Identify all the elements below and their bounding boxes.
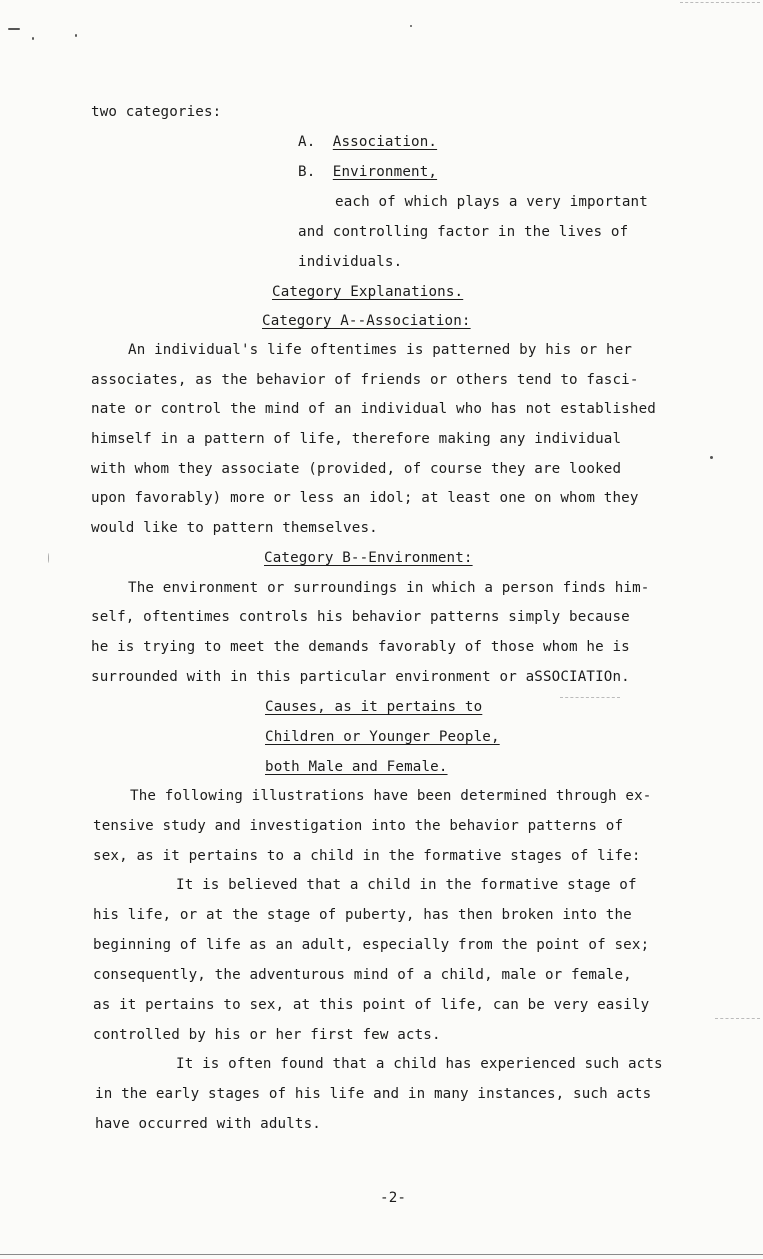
paragraph-e-line: in the early stages of his life and in many instances, such acts: [95, 1086, 652, 1102]
paragraph-b-line: The environment or surroundings in which a person finds him-: [128, 580, 650, 596]
intro-line: two categories:: [91, 104, 222, 120]
scan-artifact: [75, 34, 77, 37]
category-b-name: Environment,: [332, 164, 438, 180]
scan-artifact: [560, 697, 620, 698]
heading-explanations: Category Explanations.: [272, 284, 464, 300]
paragraph-d-line: controlled by his or her first few acts.: [93, 1027, 441, 1043]
paragraph-d-line: beginning of life as an adult, especially from the point of sex;: [93, 937, 650, 953]
scan-artifact: [32, 37, 34, 40]
paragraph-e-line: have occurred with adults.: [95, 1116, 321, 1132]
category-note-line: individuals.: [298, 254, 403, 270]
paragraph-b-line: he is trying to meet the demands favorably of those whom he is: [91, 639, 630, 655]
paragraph-d-line: consequently, the adventurous mind of a child, male or female,: [93, 967, 632, 983]
paragraph-b-line: surrounded with in this particular environment or aSSOCIATIOn.: [91, 669, 630, 685]
heading-causes-line: Causes, as it pertains to: [265, 699, 483, 715]
scan-edge: [0, 1254, 763, 1255]
heading-category-b: Category B--Environment:: [264, 550, 473, 566]
paragraph-c-line: The following illustrations have been determined through ex-: [130, 788, 652, 804]
page-number: -2-: [380, 1190, 407, 1206]
category-note-line: and controlling factor in the lives of: [298, 224, 629, 240]
category-b-letter: B.: [298, 164, 316, 180]
paragraph-a-line: An individual's life oftentimes is patterned by his or her: [128, 342, 633, 358]
heading-category-a: Category A--Association:: [262, 313, 471, 329]
category-note-line: each of which plays a very important: [335, 194, 648, 210]
heading-causes-line: Children or Younger People,: [265, 729, 500, 745]
paragraph-a-line: with whom they associate (provided, of course they are looked: [91, 461, 622, 477]
paragraph-d-line: It is believed that a child in the formative stage of: [176, 877, 637, 893]
scan-artifact: [410, 25, 412, 27]
scan-artifact: [8, 28, 20, 30]
paragraph-a-line: nate or control the mind of an individual who has not established: [91, 401, 656, 417]
paragraph-e-line: It is often found that a child has experienced such acts: [176, 1056, 663, 1072]
paragraph-c-line: tensive study and investigation into the behavior patterns of: [93, 818, 624, 834]
paragraph-d-line: as it pertains to sex, at this point of life, can be very easily: [93, 997, 650, 1013]
scan-artifact: [710, 456, 713, 459]
paragraph-a-line: himself in a pattern of life, therefore making any individual: [91, 431, 622, 447]
paragraph-d-line: his life, or at the stage of puberty, has then broken into the: [93, 907, 632, 923]
scan-artifact: [715, 1018, 760, 1019]
category-a-item: [298, 133, 437, 151]
category-a-letter: A.: [298, 134, 316, 150]
scan-artifact: [680, 2, 760, 3]
paragraph-c-line: sex, as it pertains to a child in the formative stages of life:: [93, 848, 641, 864]
category-b-item: [298, 163, 437, 181]
paragraph-a-line: would like to pattern themselves.: [91, 520, 378, 536]
paragraph-a-line: associates, as the behavior of friends or others tend to fasci-: [91, 372, 639, 388]
paragraph-b-line: self, oftentimes controls his behavior patterns simply because: [91, 609, 630, 625]
paragraph-a-line: upon favorably) more or less an idol; at least one on whom they: [91, 490, 639, 506]
category-a-name: Association.: [332, 134, 438, 150]
scan-artifact: [48, 553, 49, 563]
heading-causes-line: both Male and Female.: [265, 759, 448, 775]
